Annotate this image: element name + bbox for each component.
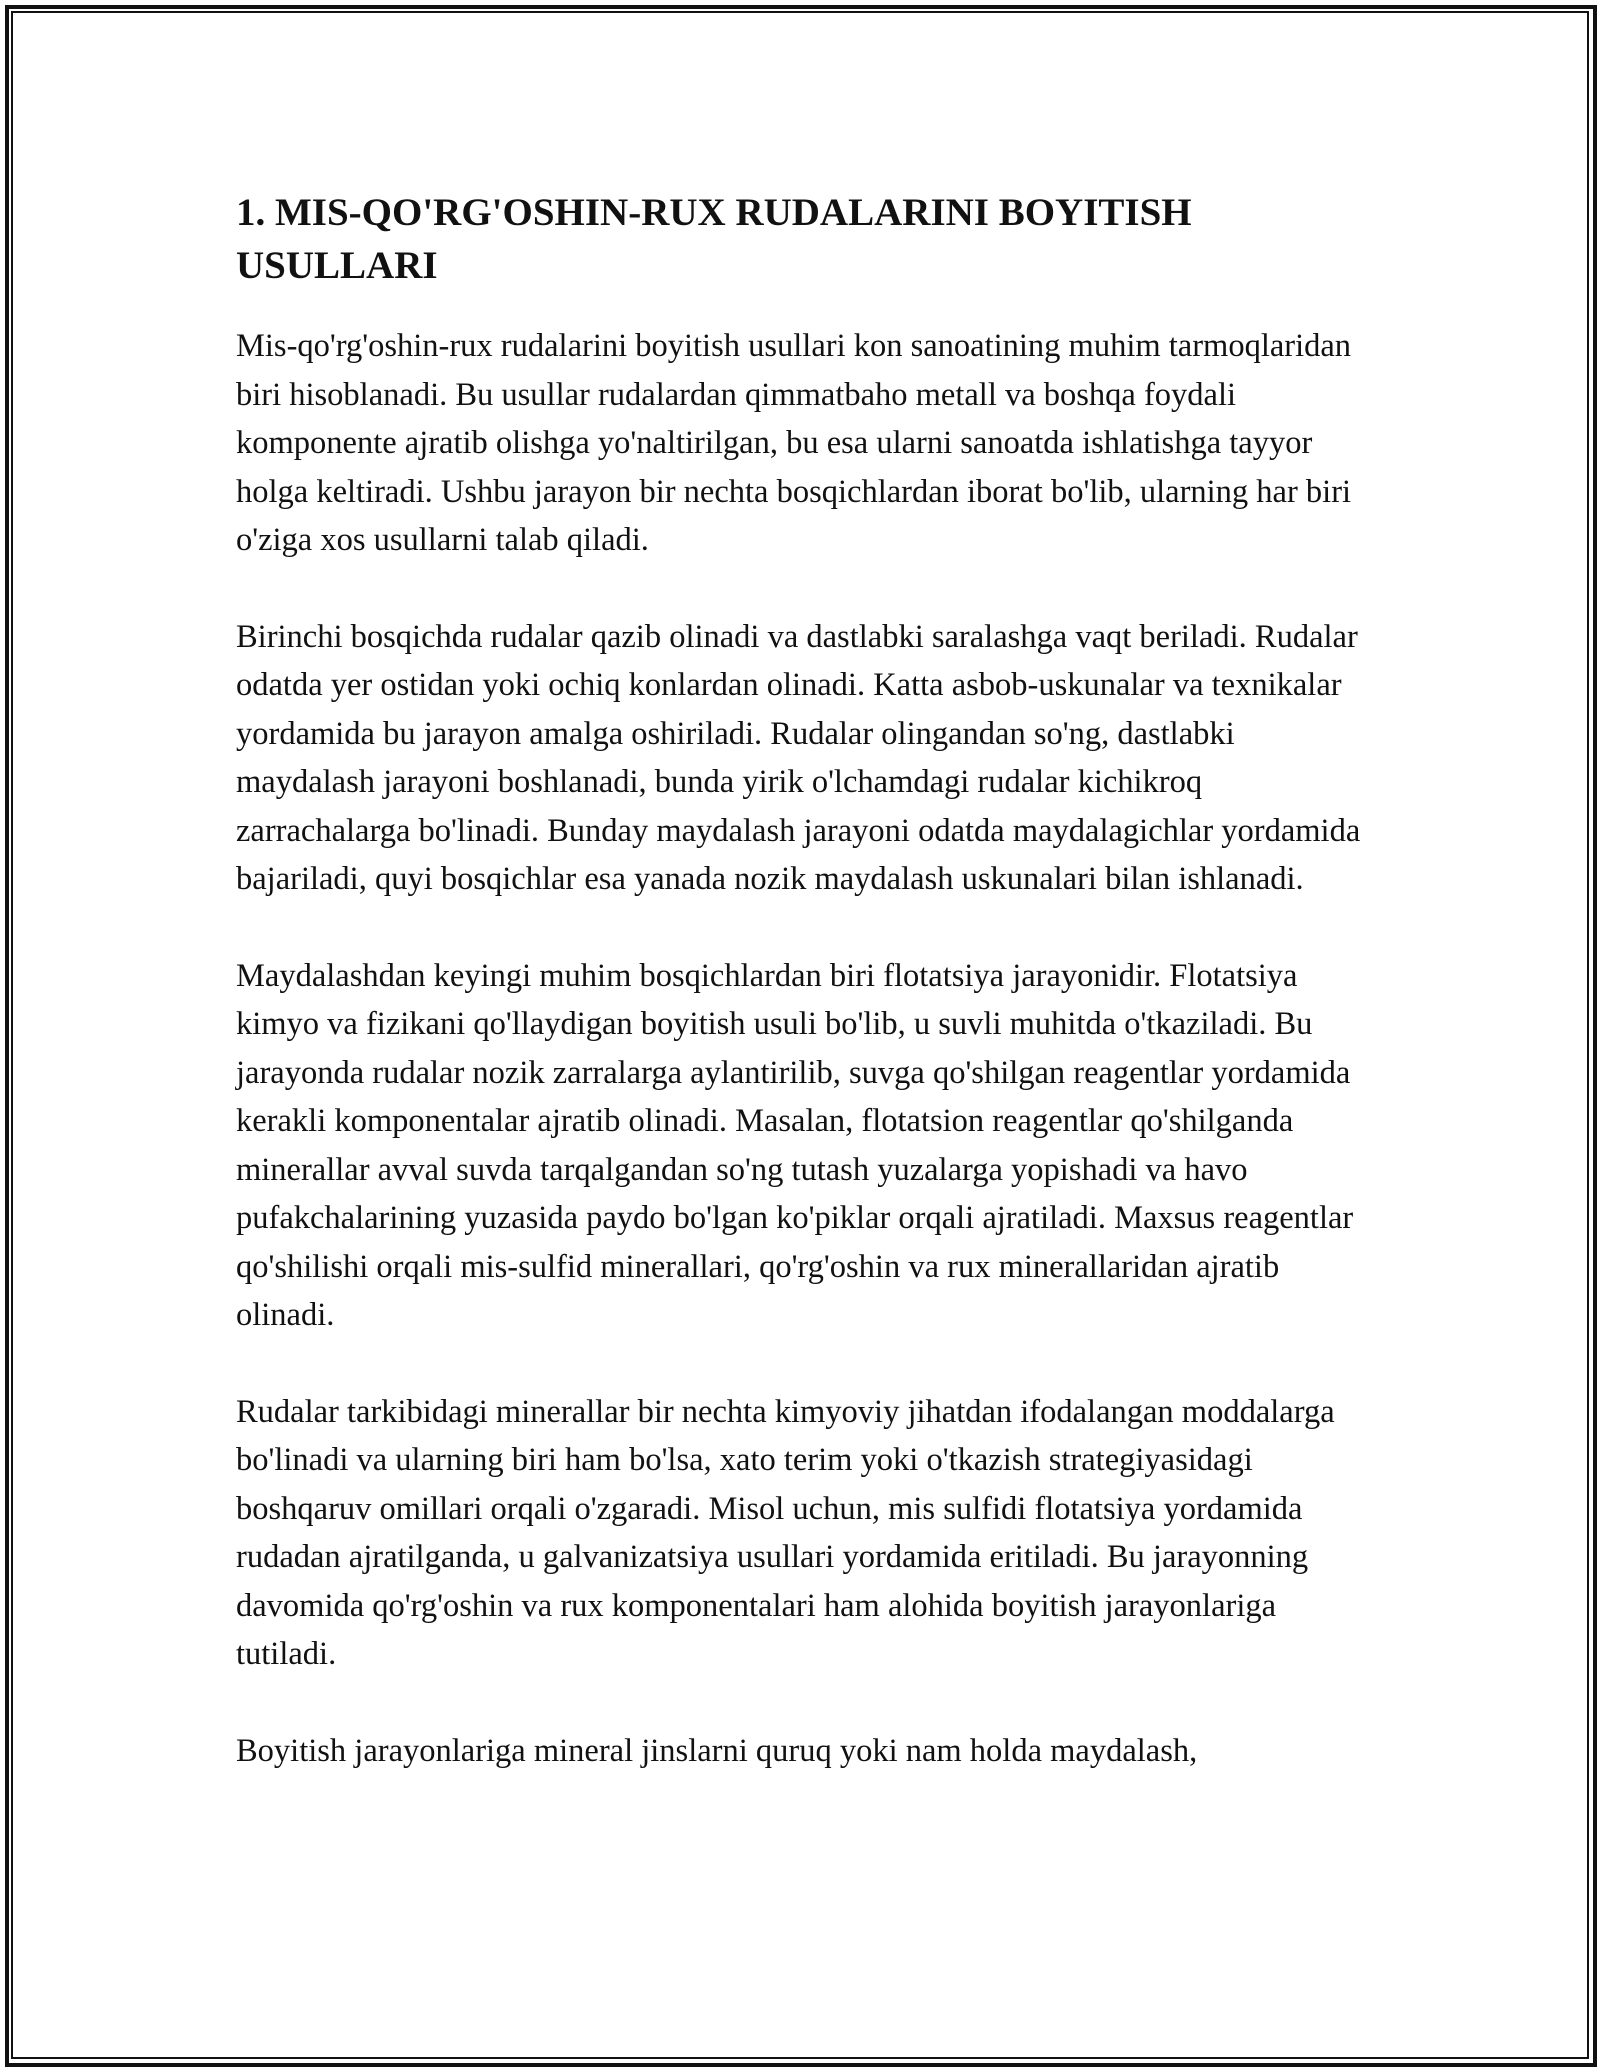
document-body (236, 186, 1376, 1823)
section-heading: 1. MIS-QO'RG'OSHIN-RUX RUDALARINI BOYITISH USULLARI (236, 191, 1192, 287)
paragraph-processing: Boyitish jarayonlariga mineral jinslarni quruq yoki nam holda maydalash, (236, 1732, 1198, 1769)
paragraph-mining-stage: Birinchi bosqichda rudalar qazib olinadi va dastlabki saralashga vaqt beriladi. Rudalar odatda yer ostidan yoki ochiq konlardan olinadi. Katta asbob-uskunalar va texnikalar yordamida bu jarayon amalga oshiriladi. Rudalar olingandan so'ng, dastlabki maydalash jarayoni boshlanadi, bunda yirik o'lchamdagi rudalar kichikroq zarrachalarga bo'linadi. Bunday maydalash jarayoni odatda maydalagichlar yordamida bajariladi, quyi bosqichlar esa yanada nozik maydalash uskunalari bilan ishlanadi. (236, 618, 1361, 897)
paragraph-flotation: Maydalashdan keyingi muhim bosqichlardan biri flotatsiya jarayonidir. Flotatsiya kimyo va fizikani qo'llaydigan boyitish usuli bo'lib, u suvli muhitda o'tkaziladi. Bu jarayonda rudalar nozik zarralarga aylantirilib, suvga qo'shilgan reagentlar yordamida kerakli komponentalar ajratib olinadi. Masalan, flotatsion reagentlar qo'shilganda minerallar avval suvda tarqalgandan so'ng tutash yuzalarga yopishadi va havo pufakchalarining yuzasida paydo bo'lgan ko'piklar orqali ajratiladi. Maxsus reagentlar qo'shilishi orqali mis-sulfid minerallari, qo'rg'oshin va rux minerallaridan ajratib olinadi. (236, 957, 1354, 1333)
paragraph-minerals: Rudalar tarkibidagi minerallar bir nechta kimyoviy jihatdan ifodalangan moddalarga bo'linadi va ularning biri ham bo'lsa, xato terim yoki o'tkazish strategiyasidagi boshqaruv omillari orqali o'zgaradi. Misol uchun, mis sulfidi flotatsiya yordamida rudadan ajratilganda, u galvanizatsiya usullari yordamida eritiladi. Bu jarayonning davomida qo'rg'oshin va rux komponentalari ham alohida boyitish jarayonlariga tutiladi. (236, 1393, 1335, 1672)
paragraph-intro: Mis-qo'rg'oshin-rux rudalarini boyitish usullari kon sanoatining muhim tarmoqlaridan biri hisoblanadi. Bu usullar rudalardan qimmatbaho metall va boshqa foydali komponente ajratib olishga yo'naltirilgan, bu esa ularni sanoatda ishlatishga tayyor holga keltiradi. Ushbu jarayon bir nechta bosqichlardan iborat bo'lib, ularning har biri o'ziga xos usullarni talab qiladi. (236, 328, 1352, 558)
